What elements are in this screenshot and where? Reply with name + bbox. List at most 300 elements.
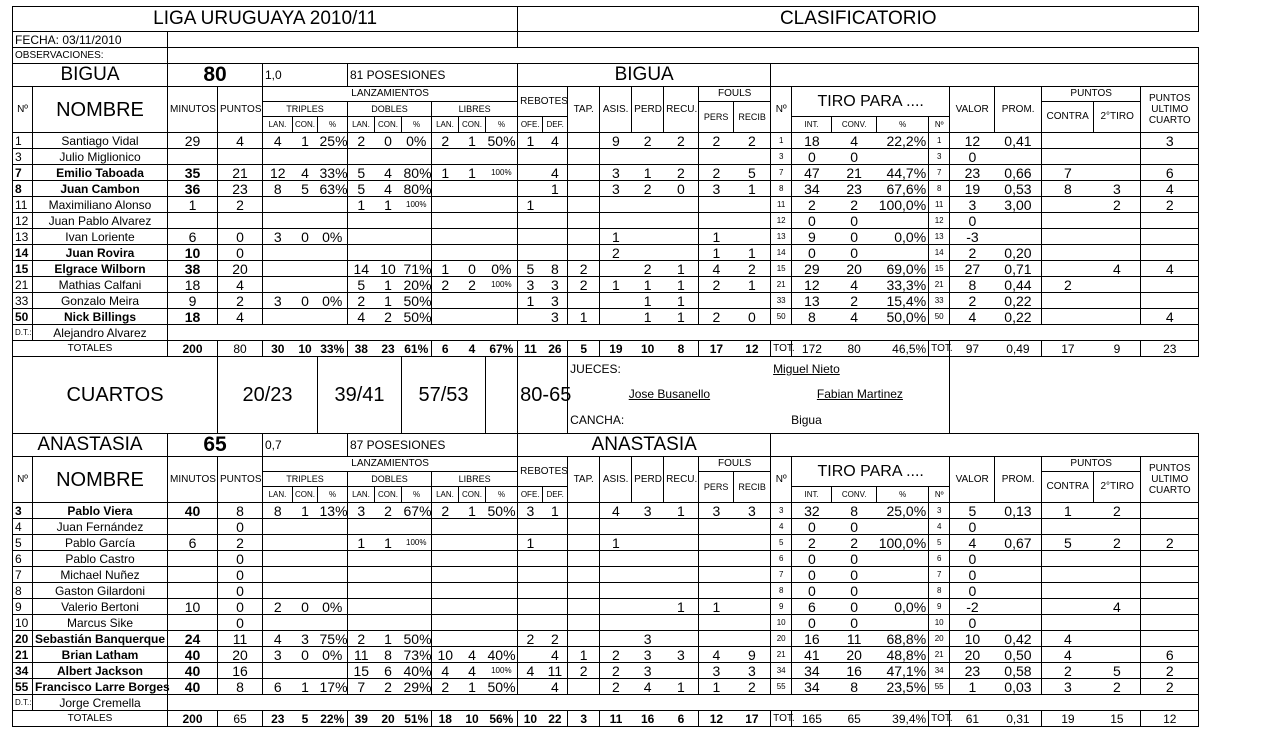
player-number-2: 34 [771,663,792,679]
player-number: 12 [13,213,33,229]
player-number-3: 50 [929,309,950,325]
valor: 0 [950,149,995,165]
perdidas [632,599,664,615]
tiro-int: 18 [792,133,832,149]
col-def: DEF. [543,487,568,503]
valor: 19 [950,181,995,197]
tot-tap: 5 [568,341,600,357]
reb-ofe: 1 [518,535,543,551]
triples-pct [318,277,348,293]
reb-def [543,567,568,583]
triples-con [293,149,318,165]
puntos-contra [1042,551,1094,567]
col-conv: CONV. [832,117,877,133]
libres-pct: 40% [486,647,518,663]
dobles-pct [402,245,432,261]
dobles-con [375,551,402,567]
valor: -2 [950,599,995,615]
dobles-lan [348,213,375,229]
tiro-conv: 4 [832,277,877,293]
triples-pct: 0% [318,229,348,245]
libres-pct [486,197,518,213]
player-number-3: 10 [929,615,950,631]
tapones [568,519,600,535]
triples-lan [263,567,293,583]
player-minutes [168,615,218,631]
triples-pct [318,261,348,277]
promedio [995,567,1042,583]
player-number: 8 [13,181,33,197]
player-name: Juan Rovira [33,245,168,261]
puntos-2tiro [1094,149,1141,165]
fouls-recib: 2 [734,261,771,277]
libres-lan [432,599,459,615]
dobles-con [375,583,402,599]
team-ratio: 0,7 [263,434,348,457]
player-name: Gaston Gilardoni [33,583,168,599]
puntos-2tiro [1094,583,1141,599]
col-libres: LIBRES [432,102,518,117]
tot-de: 22 [543,711,568,727]
libres-lan [432,149,459,165]
puntos-contra: 5 [1042,535,1094,551]
tiro-conv: 8 [832,679,877,695]
puntos-2tiro [1094,519,1141,535]
reb-def: 8 [543,261,568,277]
puntos-ultimo-cuarto [1141,149,1199,165]
promedio [995,213,1042,229]
reb-def: 4 [543,133,568,149]
libres-pct [486,551,518,567]
tiro-int: 9 [792,229,832,245]
col-pers: PERS [699,472,734,503]
player-number: 14 [13,245,33,261]
puntos-contra [1042,197,1094,213]
totales-label: TOTALES [13,341,168,357]
tot-st: 15 [1094,711,1141,727]
table-row [13,503,1269,519]
tot-lc: 4 [459,341,486,357]
cancha-name: Bigua [664,407,950,434]
player-points: 0 [218,245,263,261]
reb-ofe [518,149,543,165]
dobles-lan: 1 [348,197,375,213]
reb-ofe: 4 [518,663,543,679]
tiro-int: 47 [792,165,832,181]
libres-pct [486,535,518,551]
puntos-ultimo-cuarto [1141,503,1199,519]
table-row [13,197,1269,213]
puntos-2tiro: 2 [1094,503,1141,519]
reb-ofe [518,213,543,229]
final-score: 80-65 [518,357,568,434]
player-number: 11 [13,197,33,213]
player-number-2: 6 [771,551,792,567]
puntos-2tiro [1094,229,1141,245]
libres-pct: 50% [486,503,518,519]
reb-ofe: 5 [518,261,543,277]
dobles-con: 1 [375,197,402,213]
fouls-recib [734,519,771,535]
col-ofe: OFE. [518,487,543,503]
tot-de: 26 [543,341,568,357]
recuperos [664,245,699,261]
player-number: 55 [13,679,33,695]
reb-ofe: 3 [518,277,543,293]
dt-name: Alejandro Alvarez [33,325,168,341]
blank [168,325,1199,341]
triples-con [293,535,318,551]
tot-lc: 10 [459,711,486,727]
col-lan: LAN. [263,117,293,133]
triples-lan: 3 [263,293,293,309]
puntos-2tiro [1094,165,1141,181]
table-row [13,357,1269,382]
valor: 8 [950,277,995,293]
team-score: 65 [168,434,263,457]
puntos-ultimo-cuarto: 2 [1141,679,1199,695]
fouls-pers: 1 [699,229,734,245]
libres-lan: 10 [432,647,459,663]
col-con: CON. [459,487,486,503]
tot-tap: 3 [568,711,600,727]
player-minutes: 40 [168,663,218,679]
dobles-lan [348,551,375,567]
tiro-pct: 22,2% [877,133,929,149]
table-row [13,519,1269,535]
triples-lan [263,535,293,551]
tiro-conv: 0 [832,551,877,567]
player-number: 15 [13,261,33,277]
player-points: 20 [218,647,263,663]
judge-3: Fabian Martinez [771,381,950,407]
col-valor: VALOR [950,87,995,133]
perdidas: 3 [632,647,664,663]
quarter-3: 57/53 [402,357,486,434]
player-name: Elgrace Wilborn [33,261,168,277]
dobles-pct: 40% [403,662,432,679]
col-perd: PERD. [632,457,664,503]
promedio [995,519,1042,535]
tapones [568,165,600,181]
fecha-cell: FECHA: 03/11/2010 [13,32,168,48]
tapones [568,551,600,567]
dobles-lan: 3 [348,503,375,519]
puntos-ultimo-cuarto [1141,519,1199,535]
libres-con [459,631,486,647]
dobles-lan: 14 [348,261,375,277]
col-nro-3: Nº [929,117,950,133]
col-def: DEF. [543,117,568,133]
player-number-3: 8 [929,583,950,599]
dobles-pct [402,551,432,567]
promedio: 0,44 [995,277,1042,293]
dobles-pct: 73% [403,646,432,663]
player-points: 8 [218,503,263,519]
reb-def [543,551,568,567]
tapones [568,245,600,261]
perdidas: 1 [632,293,664,309]
dobles-pct [402,149,432,165]
player-minutes: 6 [168,229,218,245]
triples-con [293,309,318,325]
col-contra: CONTRA [1042,102,1094,133]
player-number-3: 7 [929,165,950,181]
player-points: 0 [218,615,263,631]
libres-con [459,583,486,599]
table-row [13,631,1269,647]
dobles-pct: 20% [403,276,432,293]
blank [168,695,1199,711]
col-pct: % [486,487,518,503]
puntos-contra: 3 [1042,679,1094,695]
col-dobles: DOBLES [348,102,432,117]
dobles-con [375,245,402,261]
promedio: 0,53 [995,181,1042,197]
player-minutes: 6 [168,535,218,551]
player-name: Brian Latham [33,647,168,663]
table-row [13,551,1269,567]
recuperos [664,197,699,213]
tot-val: 61 [950,711,995,727]
tapones [568,133,600,149]
triples-con [293,663,318,679]
reb-ofe: 1 [518,197,543,213]
tot-re: 6 [664,711,699,727]
dobles-pct: 50% [403,308,432,325]
player-number-3: 15 [929,261,950,277]
tapones [568,229,600,245]
player-number-2: 20 [771,631,792,647]
player-minutes: 35 [168,165,218,181]
recuperos: 0 [664,181,699,197]
triples-con: 5 [293,181,318,197]
player-number-2: 1 [771,133,792,149]
col-triples: TRIPLES [263,102,348,117]
reb-def [543,245,568,261]
cuartos-label: CUARTOS [13,357,218,434]
tiro-int: 34 [792,663,832,679]
col-recib: RECIB [734,472,771,503]
player-number: 50 [13,309,33,325]
reb-ofe [518,551,543,567]
player-points: 4 [218,277,263,293]
player-minutes: 36 [168,181,218,197]
triples-con: 0 [293,293,318,309]
team-name-right: ANASTASIA [518,434,771,457]
player-points: 0 [218,229,263,245]
puntos-ultimo-cuarto: 2 [1141,663,1199,679]
tot-pe: 10 [632,341,664,357]
triples-pct [318,551,348,567]
dobles-lan: 5 [348,277,375,293]
libres-con [459,245,486,261]
player-number-3: 9 [929,599,950,615]
triples-pct [318,567,348,583]
player-number-2: 13 [771,229,792,245]
tiro-conv: 0 [832,229,877,245]
libres-pct [486,293,518,309]
player-points: 0 [218,551,263,567]
tiro-pct: 69,0% [877,261,929,277]
valor: 23 [950,663,995,679]
col-contra: CONTRA [1042,472,1094,503]
player-points: 0 [218,583,263,599]
libres-pct: 100% [486,165,518,181]
tiro-pct: 68,8% [877,631,929,647]
libres-con [459,229,486,245]
triples-pct: 0% [318,647,348,663]
libres-con: 0 [459,261,486,277]
dobles-lan: 11 [348,647,375,663]
stats-table [12,6,1268,727]
triples-pct [318,615,348,631]
puntos-ultimo-cuarto [1141,213,1199,229]
fouls-pers [699,213,734,229]
valor: 4 [950,309,995,325]
col-pct: % [877,117,929,133]
col-tiro-para: TIRO PARA .... [792,457,950,487]
fouls-pers: 4 [699,647,734,663]
tiro-int: 0 [792,583,832,599]
triples-pct: 33% [319,164,348,181]
triples-con [293,551,318,567]
libres-pct [486,309,518,325]
dobles-con: 4 [375,165,402,181]
recuperos: 1 [664,293,699,309]
puntos-2tiro: 2 [1094,197,1141,213]
puntos-2tiro: 2 [1094,679,1141,695]
promedio [995,599,1042,615]
player-number-3: 14 [929,245,950,261]
promedio [995,149,1042,165]
tiro-pct: 33,3% [877,277,929,293]
table-row [13,213,1269,229]
libres-pct [486,245,518,261]
valor: 20 [950,647,995,663]
player-name: Valerio Bertoni [33,599,168,615]
player-number-2: 55 [771,679,792,695]
player-number-2: 11 [771,197,792,213]
col-lan: LAN. [263,487,293,503]
puntos-contra [1042,261,1094,277]
reb-def: 3 [543,277,568,293]
tiro-pct [877,567,929,583]
libres-con: 2 [459,277,486,293]
blank [771,64,1199,87]
tot-dp: 61% [402,341,432,357]
player-number: 20 [13,631,33,647]
tiro-int: 0 [792,615,832,631]
player-number-2: 50 [771,309,792,325]
dobles-lan [348,583,375,599]
tiro-pct [877,551,929,567]
fouls-recib: 2 [734,679,771,695]
player-name: Santiago Vidal [33,133,168,149]
asistencias [600,293,632,309]
reb-ofe: 3 [518,503,543,519]
table-row [13,309,1269,325]
asistencias [600,519,632,535]
puntos-ultimo-cuarto: 2 [1141,197,1199,213]
promedio: 0,58 [995,663,1042,679]
asistencias [600,213,632,229]
reb-def [543,535,568,551]
table-row [13,535,1269,551]
col-con: CON. [293,117,318,133]
fouls-recib: 1 [734,245,771,261]
libres-pct [486,615,518,631]
libres-lan [432,535,459,551]
dobles-lan: 2 [348,293,375,309]
puntos-ultimo-cuarto: 4 [1141,181,1199,197]
col-nro-3: Nº [929,487,950,503]
col-fouls: FOULS [699,457,771,472]
tiro-conv: 4 [832,309,877,325]
libres-con: 4 [459,647,486,663]
tapones [568,181,600,197]
asistencias: 2 [600,663,632,679]
col-nombre: NOMBRE [33,457,168,503]
triples-pct [318,519,348,535]
puntos-ultimo-cuarto: 4 [1141,261,1199,277]
tot-uc: 12 [1141,711,1199,727]
player-number: 5 [13,535,33,551]
puntos-contra: 4 [1042,631,1094,647]
player-number: 34 [13,663,33,679]
reb-ofe [518,647,543,663]
libres-con: 4 [459,663,486,679]
dobles-lan [348,229,375,245]
table-row [13,434,1269,457]
col-puntos: PUNTOS [218,87,263,133]
tapones [568,149,600,165]
triples-pct [318,245,348,261]
recuperos [664,535,699,551]
fouls-recib [734,615,771,631]
recuperos: 3 [664,647,699,663]
libres-lan [432,519,459,535]
promedio: 0,22 [995,293,1042,309]
triples-con [293,213,318,229]
tiro-pct: 100,0% [877,197,929,213]
reb-ofe [518,679,543,695]
team-posesiones: 87 POSESIONES [348,434,518,457]
dobles-con: 6 [375,663,402,679]
asistencias [600,583,632,599]
puntos-ultimo-cuarto: 6 [1141,647,1199,663]
tiro-conv: 0 [832,149,877,165]
puntos-contra [1042,245,1094,261]
dobles-con [375,567,402,583]
tot-rec: 17 [734,711,771,727]
triples-lan: 4 [263,133,293,149]
team-name: BIGUA [13,64,168,87]
tiro-int: 16 [792,631,832,647]
valor: 27 [950,261,995,277]
fouls-pers [699,293,734,309]
puntos-contra [1042,133,1094,149]
table-row [13,48,1269,64]
tot-dl: 38 [348,341,375,357]
col-nombre: NOMBRE [33,87,168,133]
puntos-contra: 4 [1042,647,1094,663]
reb-def [543,615,568,631]
player-number-2: 5 [771,535,792,551]
jueces-label: JUECES: [568,357,664,382]
player-number-2: 33 [771,293,792,309]
perdidas: 2 [632,261,664,277]
